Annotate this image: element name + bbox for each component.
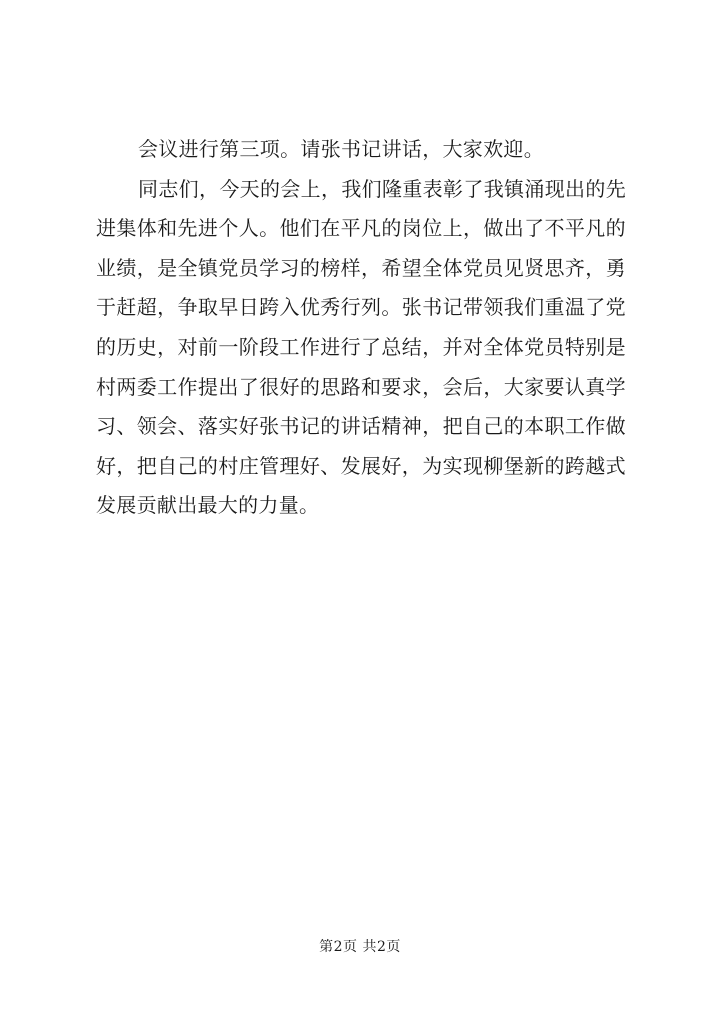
paragraph-speech-summary: 同志们，今天的会上，我们隆重表彰了我镇涌现出的先进集体和先进个人。他们在平凡的岗位上，做出了不平凡的业绩，是全镇党员学习的榜样，希望全体党员见贤思齐，勇于赶超，争取早日跨入优秀行列。张书记带领我们重温了党的历史，对前一阶段工作进行了总结，并对全体党员特别是村两委工作提出了很好的思路和要求，会后，大家要认真学习、领会、落实好张书记的讲话精神，把自己的本职工作做好，把自己的村庄管理好、发展好，为实现柳堡新的跨越式发展贡献出最大的力量。 [96, 176, 626, 518]
document-body [96, 130, 626, 526]
page-footer: 第2页 共2页 [319, 939, 401, 955]
paragraph-agenda-item: 会议进行第三项。请张书记讲话，大家欢迎。 [138, 137, 544, 161]
